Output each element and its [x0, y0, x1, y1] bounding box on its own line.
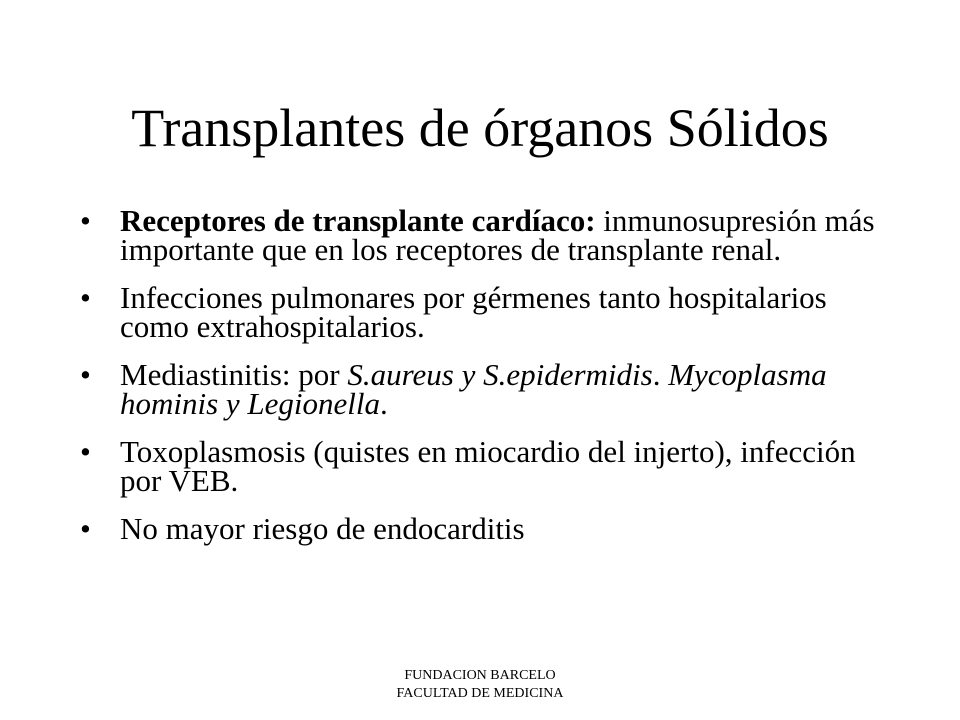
bullet-item-pulmonary-infections: [80, 280, 880, 344]
bullet-text: Toxoplasmosis (quistes en miocardio del injerto), infección por VEB.: [120, 434, 856, 498]
bullet-list: [80, 203, 880, 562]
bullet-italic-text: S.aureus y S.epidermidis: [347, 357, 653, 392]
footer: [0, 667, 960, 703]
bullet-item-heart-transplant: [80, 203, 880, 267]
bullet-item-toxoplasmosis: [80, 434, 880, 498]
footer-line-foundation: FUNDACION BARCELO: [404, 668, 556, 683]
bullet-icon: •: [80, 357, 91, 392]
bullet-icon: •: [80, 434, 91, 469]
bullet-italic-text: Mycoplasma hominis y Legionella: [120, 357, 827, 421]
bullet-text: Infecciones pulmonares por gérmenes tanto hospitalarios como extrahospitalarios.: [120, 280, 827, 344]
bullet-text: .: [380, 386, 388, 421]
slide-title: Transplantes de órganos Sólidos: [131, 98, 829, 158]
bullet-icon: •: [80, 511, 91, 546]
bullet-item-mediastinitis: [80, 357, 880, 421]
bullet-text: inmunosupresión más importante que en los receptores de transplante renal.: [120, 203, 875, 267]
bullet-text: .: [652, 357, 669, 392]
bullet-icon: •: [80, 280, 91, 315]
bullet-text: No mayor riesgo de endocarditis: [120, 511, 525, 546]
bullet-lead-text: Receptores de transplante cardíaco:: [120, 203, 596, 238]
bullet-icon: •: [80, 203, 91, 238]
bullet-text: Mediastinitis: por: [120, 357, 348, 392]
footer-line-faculty: FACULTAD DE MEDICINA: [396, 686, 564, 701]
bullet-item-endocarditis: [80, 511, 880, 546]
